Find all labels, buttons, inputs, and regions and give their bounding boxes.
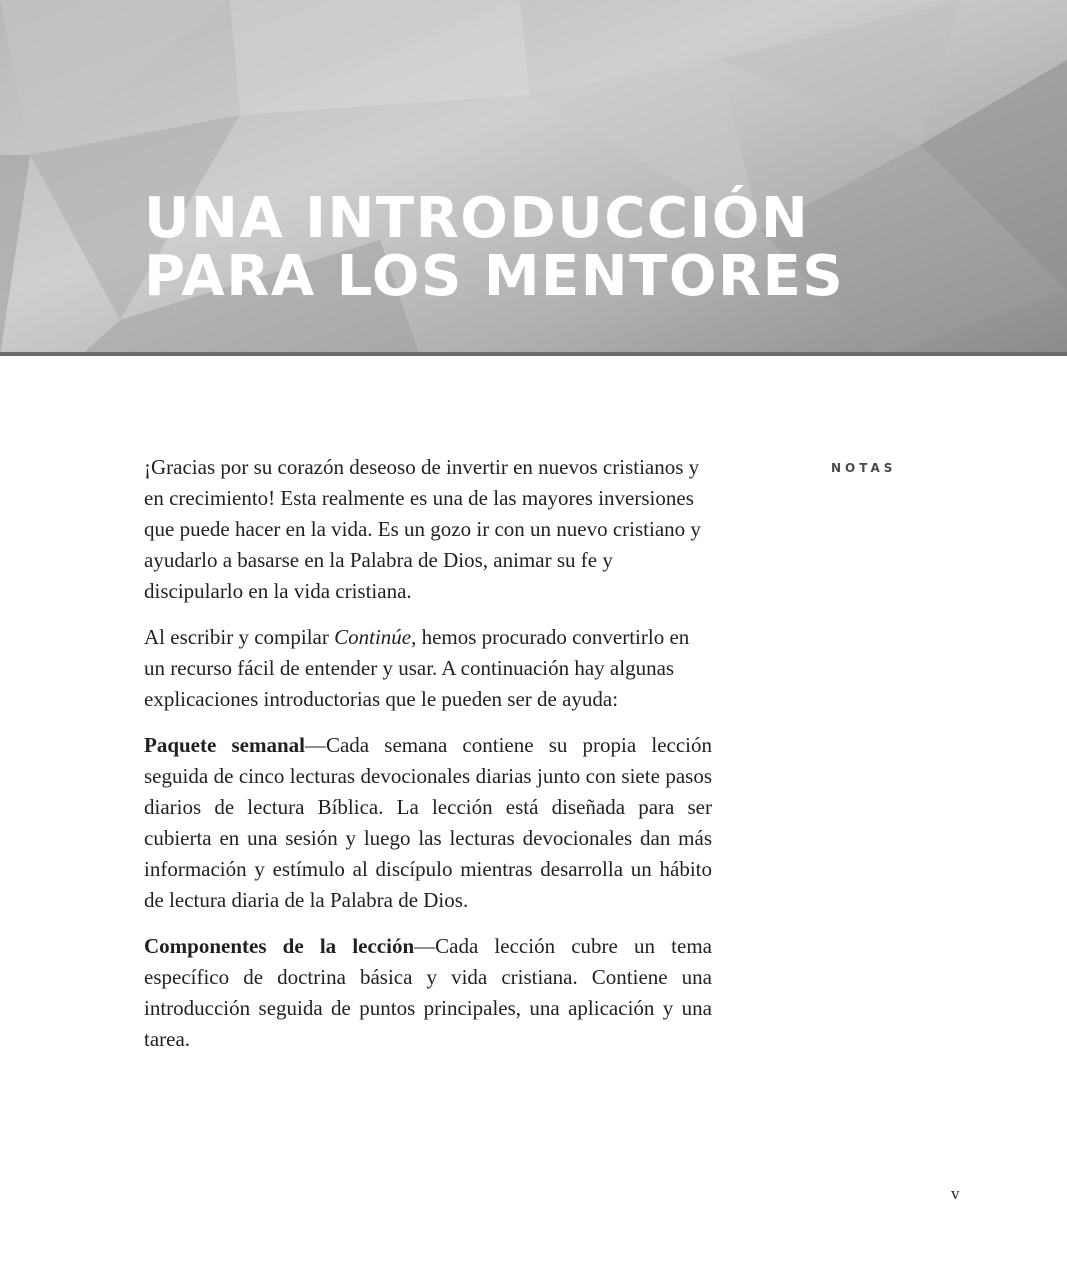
section-heading: Componentes de la lección	[144, 934, 415, 958]
page-title	[144, 186, 845, 309]
book-title: Continúe	[334, 625, 412, 649]
paragraph-intro: ¡Gracias por su corazón deseoso de invertir en nuevos cristianos y en crecimiento! Esta realmente es una de las mayores inversiones que puede hacer en la vida. Es un gozo ir con un nuevo cristiano y ayudarlo a basarse en la Palabra de Dios, animar su fe y discipularlo en la vida cristiana.	[144, 455, 701, 603]
section-heading: Paquete semanal	[144, 733, 305, 757]
section-weekly-package: Paquete semanal—Cada semana contiene su propia lección seguida de cinco lecturas devocionales diarias junto con siete pasos diarios de lectura Bíblica. La lección está diseñada para ser cubierta en una sesión y luego las lecturas devocionales dan más información y estímulo al discípulo mientras desarrolla un hábito de lectura diaria de la Palabra de Dios.	[144, 733, 712, 912]
title-line-2: PARA LOS MENTORES	[144, 244, 845, 309]
notes-label: NOTAS	[831, 461, 897, 475]
title-line-1: UNA INTRODUCCIÓN	[144, 186, 810, 251]
section-lesson-components: Componentes de la lección—Cada lección cubre un tema específico de doctrina básica y vida cristiana. Contiene una introducción seguida de puntos principales, una aplicación y una tarea.	[144, 934, 712, 1051]
header-banner	[0, 0, 1067, 356]
main-text	[144, 452, 712, 1070]
page-number: v	[951, 1184, 960, 1203]
banner-bottom-edge	[0, 352, 1067, 356]
paragraph-continue: Al escribir y compilar Continúe, hemos procurado convertirlo en un recurso fácil de entender y usar. A continuación hay algunas explicaciones introductorias que le pueden ser de ayuda:	[144, 625, 690, 711]
